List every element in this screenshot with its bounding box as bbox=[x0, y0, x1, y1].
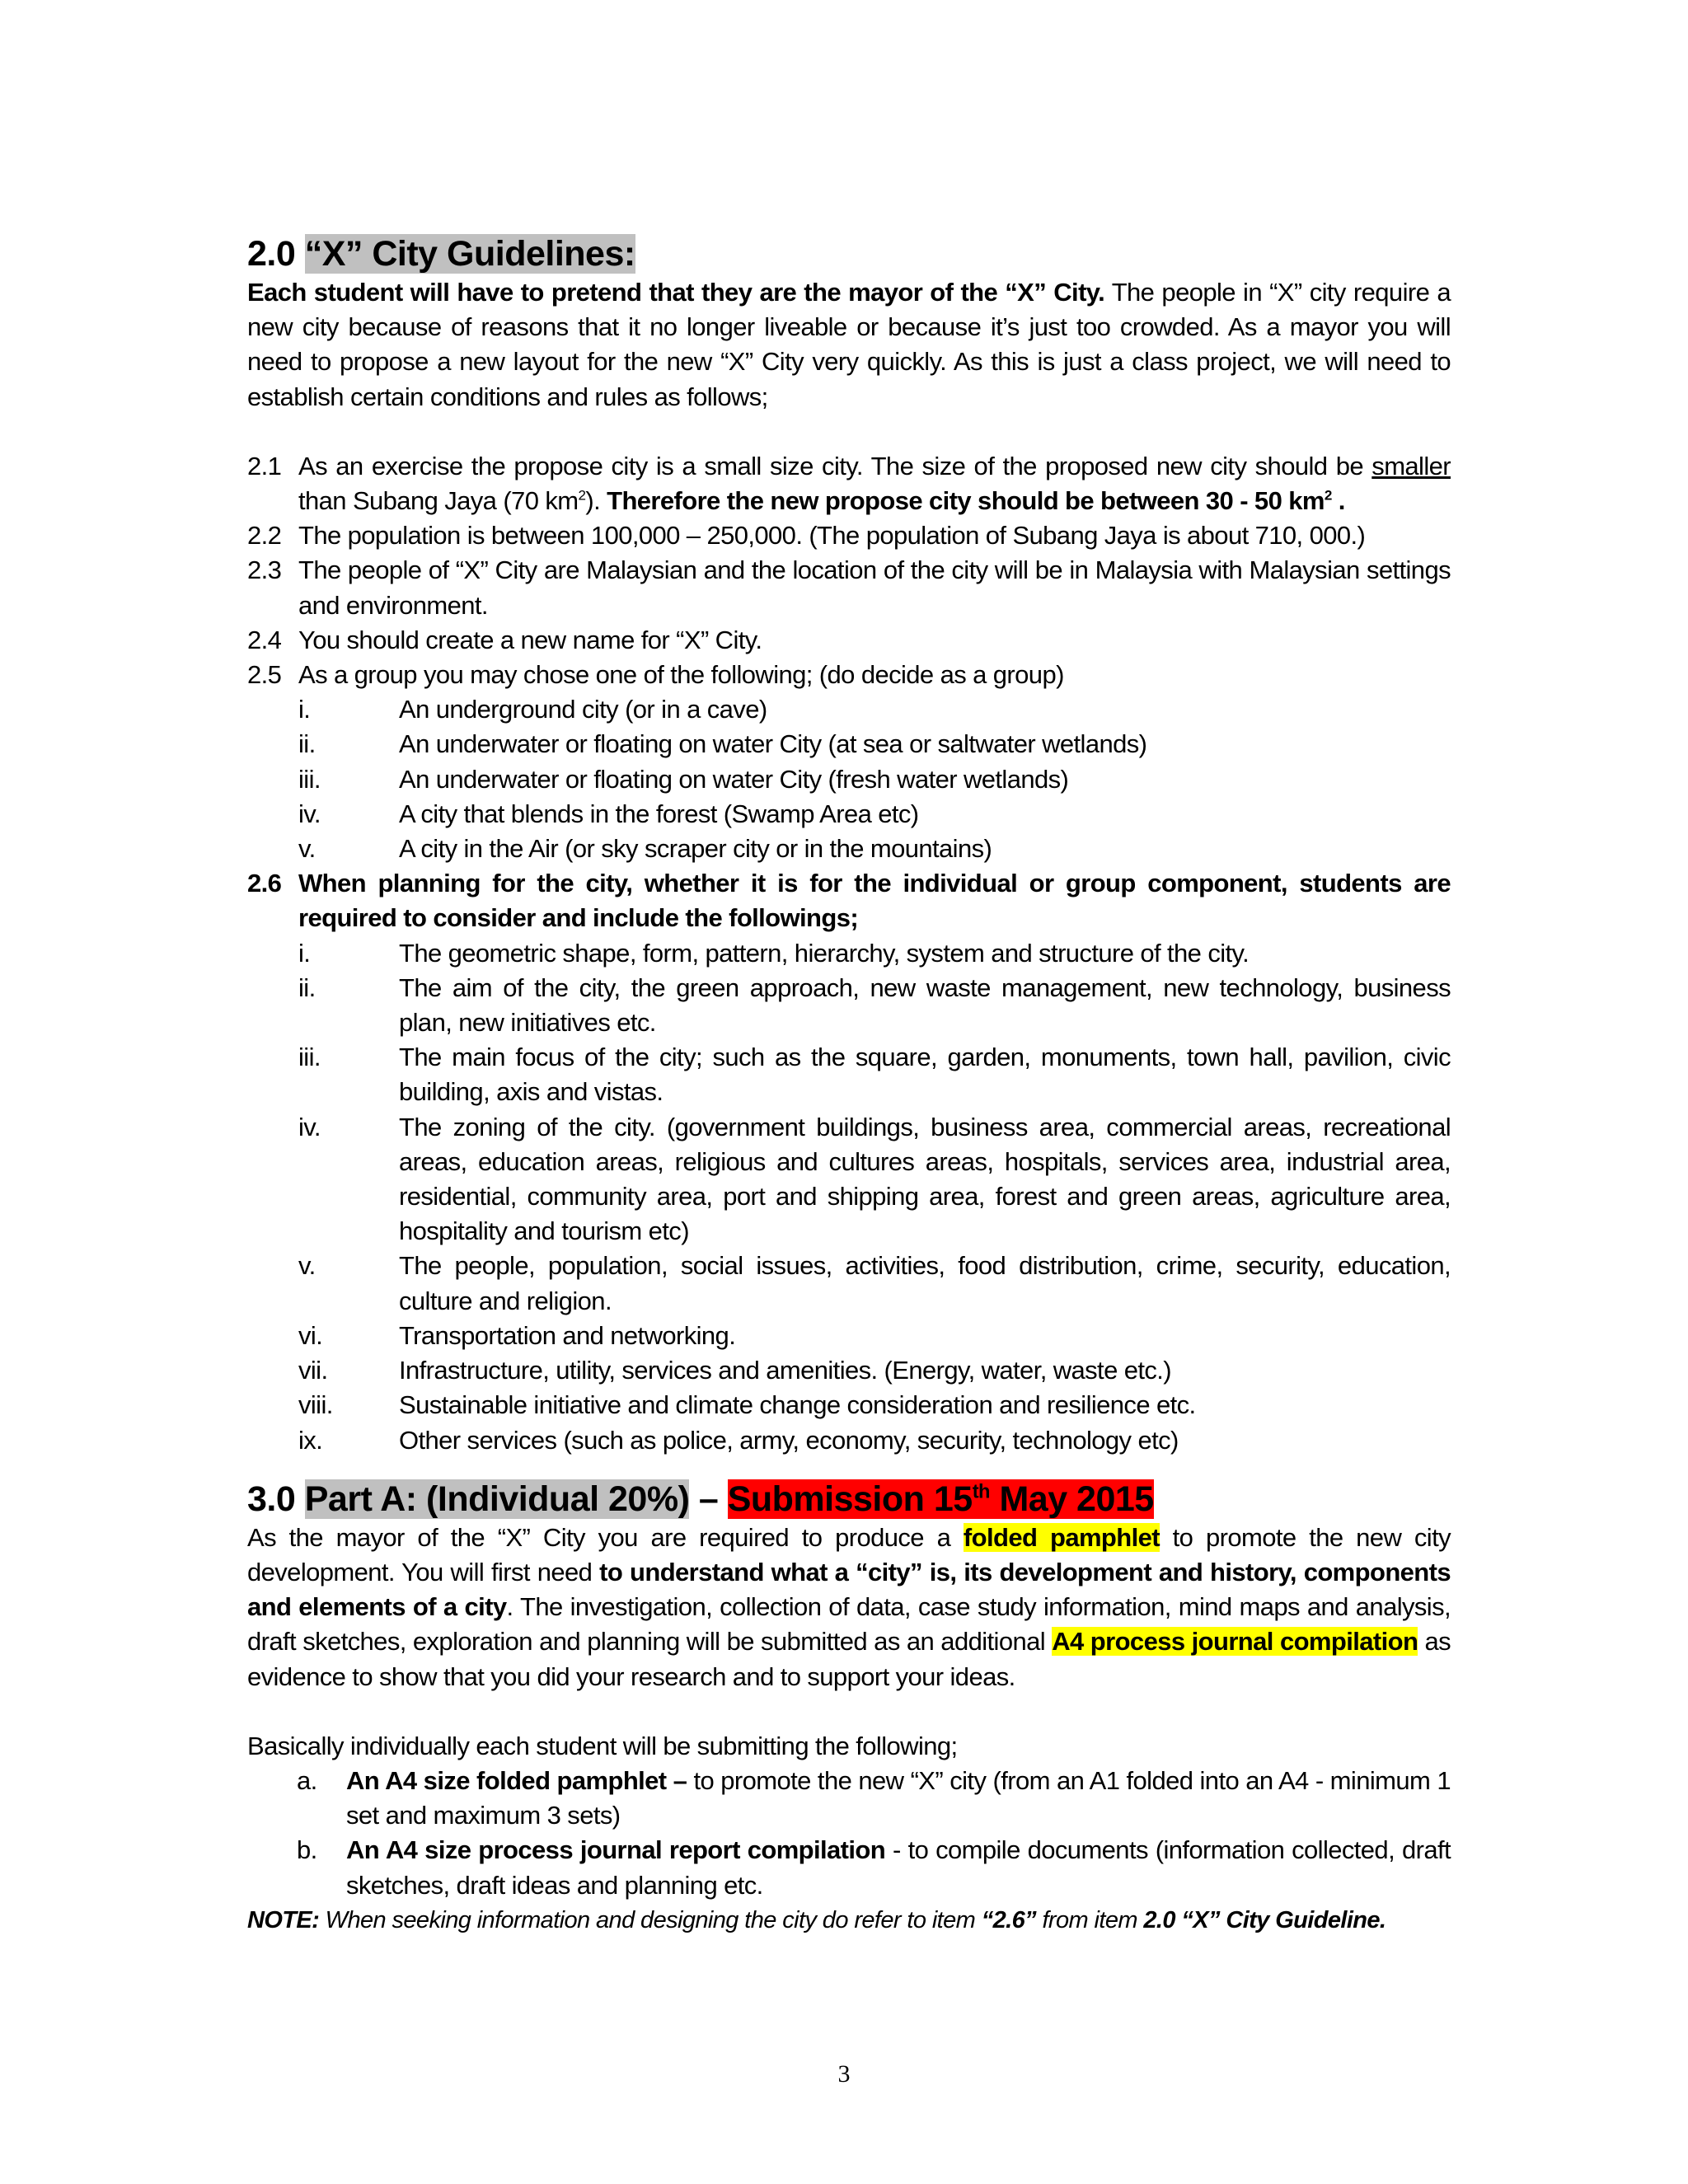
submission-date bbox=[728, 1479, 1154, 1519]
item-number: 2.5 bbox=[247, 660, 282, 690]
list-item bbox=[247, 727, 1451, 762]
text-part: to promote the new “X” city (from an A1 folded into an A4 - minimum 1 set and maximum 3 sets) bbox=[346, 1765, 1451, 1830]
date-text: Submission 15 bbox=[727, 1479, 973, 1519]
list-item-text: A city that blends in the forest (Swamp Area etc) bbox=[399, 799, 919, 828]
list-item bbox=[247, 1319, 1451, 1353]
item-2-3 bbox=[247, 553, 1451, 622]
list-item bbox=[247, 1353, 1451, 1388]
list-item bbox=[247, 1388, 1451, 1422]
date-text: May 2015 bbox=[990, 1479, 1154, 1519]
intro-bold: Each student will have to pretend that they are the mayor of the “X” City. bbox=[247, 278, 1105, 307]
roman-numeral: vii. bbox=[298, 1356, 328, 1385]
section-2-intro bbox=[247, 275, 1451, 415]
text-part: As an exercise the propose city is a small size city. The size of the proposed new city should be bbox=[298, 451, 1372, 480]
superscript: th bbox=[972, 1481, 991, 1503]
item-2-5 bbox=[247, 658, 1451, 692]
item-text bbox=[298, 449, 1451, 518]
bold-text: . bbox=[1331, 486, 1345, 516]
list-item-text: The geometric shape, form, pattern, hierarchy, system and structure of the city. bbox=[399, 938, 1250, 968]
item-number: 2.3 bbox=[247, 555, 282, 585]
bold-text: 2.0 “X” City Guideline. bbox=[1143, 1906, 1386, 1933]
list-item bbox=[247, 1040, 1451, 1109]
text-part: from item bbox=[1036, 1906, 1144, 1933]
roman-numeral: iii. bbox=[298, 764, 321, 794]
item-2-6 bbox=[247, 866, 1451, 935]
list-item bbox=[247, 1423, 1451, 1458]
section-3-list-intro: Basically individually each student will be submitting the following; bbox=[247, 1731, 958, 1760]
item-2-2 bbox=[247, 518, 1451, 553]
list-letter: b. bbox=[297, 1835, 317, 1865]
underlined-text: smaller bbox=[1372, 451, 1451, 480]
section-3-number: 3.0 bbox=[247, 1479, 296, 1519]
bold-text: An A4 size process journal report compilation bbox=[346, 1835, 886, 1865]
roman-numeral: ii. bbox=[298, 972, 316, 1002]
roman-numeral: ix. bbox=[298, 1425, 323, 1455]
list-item-text: A city in the Air (or sky scraper city or in the mountains) bbox=[399, 834, 992, 864]
text-part: to promote the new city development. You will first need bbox=[247, 1522, 1451, 1586]
text-part: . The investigation, collection of data, case study information, mind maps and analysis, draft sketches, exploration and planning will be submitted as an additional bbox=[247, 1592, 1451, 1657]
item-2-1 bbox=[247, 449, 1451, 518]
note-label: NOTE: bbox=[247, 1906, 320, 1933]
section-2-heading bbox=[247, 232, 1451, 275]
section-3-title: Part A: (Individual 20%) bbox=[304, 1479, 690, 1519]
item-text: As a group you may chose one of the following; (do decide as a group) bbox=[298, 660, 1064, 690]
text-part: than Subang Jaya (70 km bbox=[298, 486, 579, 516]
list-item-text: An underwater or floating on water City (at sea or saltwater wetlands) bbox=[399, 729, 1147, 759]
list-item-text: Sustainable initiative and climate change consideration and resilience etc. bbox=[399, 1390, 1196, 1420]
list-item-text: Infrastructure, utility, services and amenities. (Energy, water, waste etc.) bbox=[399, 1356, 1172, 1385]
bold-text: Therefore the new propose city should be between 30 - 50 km bbox=[607, 486, 1325, 516]
section-2-number: 2.0 bbox=[247, 234, 296, 274]
list-item-text: The main focus of the city; such as the square, garden, monuments, town hall, pavilion, civic building, axis and vistas. bbox=[399, 1043, 1451, 1107]
text-part: - to compile documents (information collected, draft sketches, draft ideas and planning etc. bbox=[346, 1835, 1451, 1900]
list-item bbox=[247, 797, 1451, 832]
list-item-text: Other services (such as police, army, economy, security, technology etc) bbox=[399, 1425, 1179, 1455]
highlight-folded-pamphlet: folded pamphlet bbox=[963, 1522, 1160, 1552]
item-number: 2.4 bbox=[247, 625, 282, 654]
bold-text: to understand what a “city” is, its development and history, components and elements of a city bbox=[247, 1557, 1451, 1622]
item-text: When planning for the city, whether it is for the individual or group component, students are required to consider and include the followings; bbox=[298, 869, 1451, 933]
roman-numeral: iv. bbox=[298, 1112, 321, 1141]
list-item bbox=[247, 1833, 1451, 1902]
list-item-text: The aim of the city, the green approach, new waste management, new technology, business plan, new initiatives etc. bbox=[399, 972, 1451, 1038]
list-item-text: An underwater or floating on water City (fresh water wetlands) bbox=[399, 764, 1069, 794]
list-item bbox=[247, 1764, 1451, 1833]
note bbox=[247, 1903, 1451, 1938]
list-letter: a. bbox=[297, 1765, 317, 1795]
item-text: The people of “X” City are Malaysian and the location of the city will be in Malaysia with Malaysian settings and environment. bbox=[298, 555, 1451, 620]
list-item-text: Transportation and networking. bbox=[399, 1320, 736, 1350]
document-page bbox=[247, 232, 1451, 1938]
item-text: The population is between 100,000 – 250,000. (The population of Subang Jaya is about 710, 000.) bbox=[298, 521, 1366, 551]
roman-numeral: v. bbox=[298, 834, 316, 864]
roman-numeral: v. bbox=[298, 1251, 316, 1281]
text-part: as evidence to show that you did your research and to support your ideas. bbox=[247, 1627, 1451, 1691]
bold-text: An A4 size folded pamphlet – bbox=[346, 1765, 687, 1795]
list-item bbox=[247, 971, 1451, 1040]
item-2-4 bbox=[247, 623, 1451, 658]
roman-numeral: viii. bbox=[298, 1390, 333, 1420]
roman-numeral: iv. bbox=[298, 799, 321, 828]
superscript: 2 bbox=[1324, 487, 1332, 504]
page-number: 3 bbox=[837, 2060, 851, 2088]
roman-numeral: i. bbox=[298, 938, 311, 968]
list-item bbox=[247, 1110, 1451, 1249]
highlight-journal: A4 process journal compilation bbox=[1052, 1627, 1418, 1657]
section-2-title: “X” City Guidelines: bbox=[304, 234, 635, 274]
roman-numeral: iii. bbox=[298, 1043, 321, 1072]
list-item bbox=[247, 1249, 1451, 1318]
text-part: When seeking information and designing the city do refer to item bbox=[319, 1906, 982, 1933]
list-item-text: An underground city (or in a cave) bbox=[399, 695, 767, 724]
title-dash: – bbox=[689, 1479, 728, 1519]
roman-numeral: i. bbox=[298, 695, 311, 724]
item-number: 2.6 bbox=[247, 869, 282, 898]
superscript: 2 bbox=[578, 487, 586, 504]
item-number: 2.2 bbox=[247, 521, 282, 551]
list-item-text bbox=[346, 1764, 1451, 1833]
item-text: You should create a new name for “X” City. bbox=[298, 625, 762, 654]
text-part: ). bbox=[585, 486, 607, 516]
list-item bbox=[247, 936, 1451, 971]
roman-numeral: vi. bbox=[298, 1320, 323, 1350]
intro-text: The people in “X” city require a new city because of reasons that it no longer liveable or because it’s just too crowded. As a mayor you will need to propose a new layout for the new “X” City very quickly. As this is just a class project, we will need to establish certain conditions and rules as follows; bbox=[247, 278, 1451, 411]
section-3-paragraph bbox=[247, 1521, 1451, 1694]
item-number: 2.1 bbox=[247, 451, 282, 480]
bold-text: “2.6” bbox=[981, 1906, 1037, 1933]
list-item-text: The people, population, social issues, activities, food distribution, crime, security, education, culture and religion. bbox=[399, 1251, 1451, 1315]
list-item bbox=[247, 832, 1451, 866]
list-item bbox=[247, 692, 1451, 727]
list-item-text bbox=[346, 1833, 1451, 1902]
list-item-text: The zoning of the city. (government buildings, business area, commercial areas, recreational areas, education areas, religious and cultures areas, hospitals, services area, industrial area, residential, community area, port and shipping area, forest and green areas, agriculture area, hospitality and tourism etc) bbox=[399, 1112, 1451, 1246]
roman-numeral: ii. bbox=[298, 729, 316, 759]
text-part: As the mayor of the “X” City you are required to produce a bbox=[247, 1522, 964, 1552]
section-3-heading bbox=[247, 1478, 1451, 1521]
list-item bbox=[247, 762, 1451, 797]
